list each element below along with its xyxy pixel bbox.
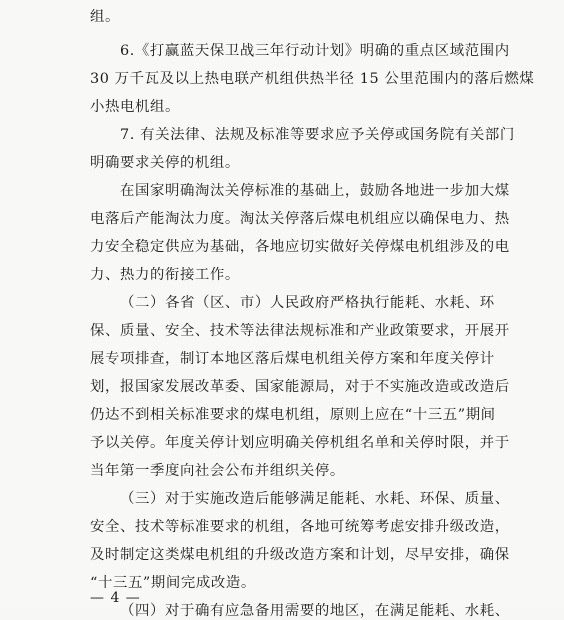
text-line: “十三五”期间完成改造。 bbox=[90, 575, 256, 591]
text-line: 保、质量、安全、技术等法律法规标准和产业政策要求，开展开 bbox=[90, 323, 510, 339]
page-number: — 4 — bbox=[90, 590, 141, 606]
text-line: 6.《打赢蓝天保卫战三年行动计划》明确的重点区域范围内 bbox=[120, 43, 510, 59]
text-line: 7. 有关法律、法规及标准等要求应予关停或国务院有关部门 bbox=[120, 127, 515, 143]
text-line: 展专项排查，制订本地区落后煤电机组关停方案和年度关停计 bbox=[90, 351, 495, 367]
text-line: 电落后产能淘汰力度。淘汰关停落后煤电机组应以确保电力、热 bbox=[90, 211, 510, 227]
text-line: 小热电机组。 bbox=[90, 99, 180, 115]
text-line: 及时制定这类煤电机组的升级改造方案和计划，尽早安排，确保 bbox=[90, 547, 510, 563]
text-line: 仍达不到相关标准要求的煤电机组，原则上应在“十三五”期间 bbox=[90, 407, 496, 423]
text-line: 划，报国家发展改革委、国家能源局，对于不实施改造或改造后 bbox=[90, 379, 510, 395]
text-line: （四）对于确有应急备用需要的地区，在满足能耗、水耗、 bbox=[120, 603, 510, 619]
text-line: 予以关停。年度关停计划应明确关停机组名单和关停时限，并于 bbox=[90, 435, 510, 451]
text-line: 组。 bbox=[90, 9, 120, 25]
text-line: 力安全稳定供应为基础，各地应切实做好关停煤电机组涉及的电 bbox=[90, 239, 510, 255]
text-line: （三）对于实施改造后能够满足能耗、水耗、环保、质量、 bbox=[120, 491, 510, 507]
text-line: 在国家明确淘汰关停标准的基础上，鼓励各地进一步加大煤 bbox=[120, 183, 510, 199]
text-line: 明确要求关停的机组。 bbox=[90, 155, 240, 171]
text-line: 安全、技术等标准要求的机组，各地可统筹考虑安排升级改造， bbox=[90, 519, 510, 535]
text-line: （二）各省（区、市）人民政府严格执行能耗、水耗、环 bbox=[120, 295, 495, 311]
text-line: 30 万千瓦及以上热电联产机组供热半径 15 公里范围内的落后燃煤 bbox=[90, 71, 535, 87]
text-line: 当年第一季度向社会公布并组织关停。 bbox=[90, 463, 345, 479]
text-line: 力、热力的衔接工作。 bbox=[90, 267, 240, 283]
